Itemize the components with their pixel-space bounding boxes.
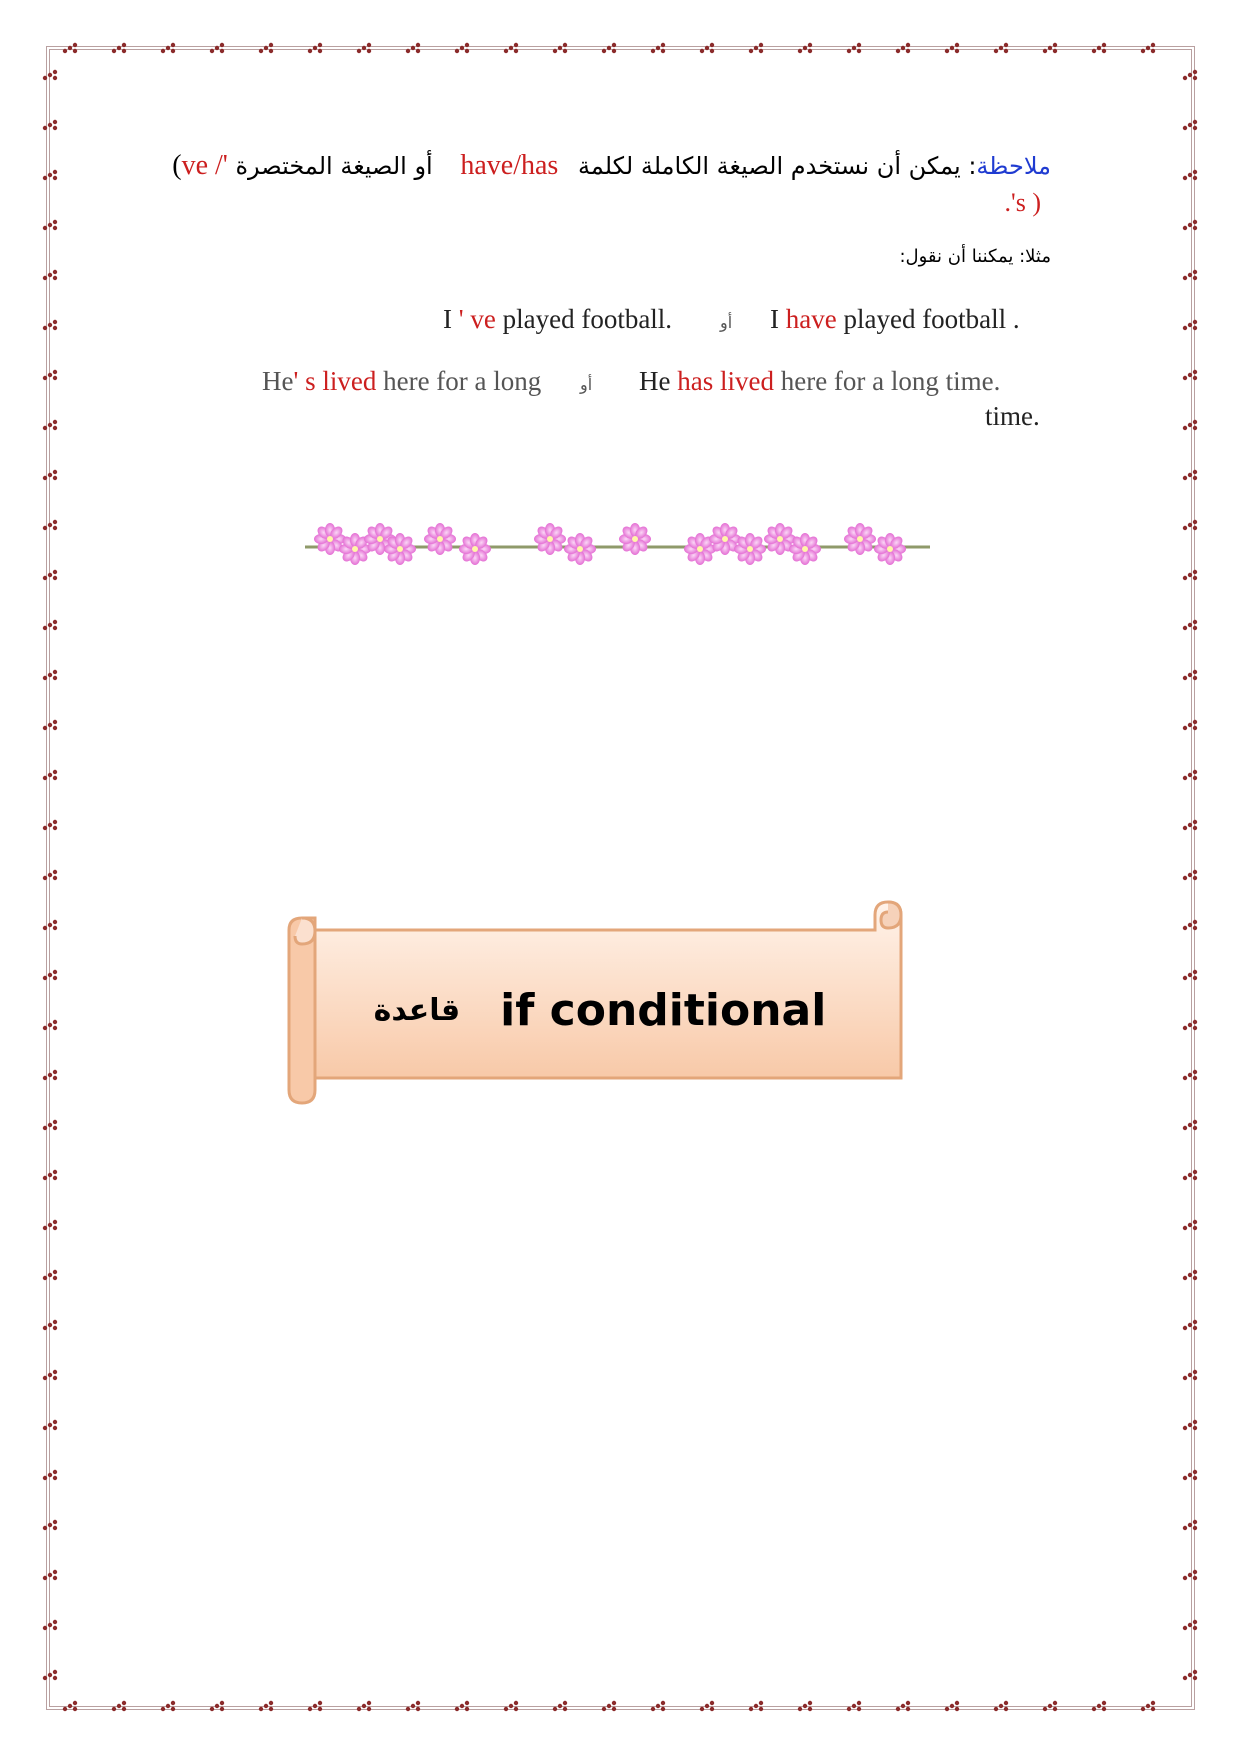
- banner-title: [320, 975, 880, 1045]
- example-2-or: أو: [580, 375, 593, 394]
- example-2-full-verb: has lived: [677, 366, 774, 396]
- example-2-full: He has lived here for a long time.: [639, 366, 1001, 396]
- note-close: (: [172, 150, 182, 181]
- example-1-full: I have played football .: [770, 304, 1020, 334]
- example-1-short-verb: ' ve: [458, 304, 496, 334]
- note-text: : يمكن أن نستخدم الصيغة الكاملة لكلمة: [577, 152, 977, 180]
- example-1-full-verb: have: [785, 304, 837, 334]
- note-line-2-text: .'s ): [1004, 188, 1041, 217]
- banner-title-ar: قاعدة: [373, 992, 461, 1028]
- flower-divider-icon: [300, 515, 950, 575]
- example-2-short: He' s lived here for a long: [262, 366, 542, 396]
- example-1-or: أو: [720, 313, 733, 332]
- example-2-short-verb: ' s lived: [293, 366, 377, 396]
- banner-title-en: if conditional: [500, 984, 827, 1036]
- page-border: [46, 46, 1195, 1710]
- example-1-short: I ' ve played football.: [443, 304, 673, 334]
- note-word: have/has: [460, 150, 559, 181]
- example-2-wrap: time.: [985, 401, 1040, 431]
- note-abbr: ve /': [181, 150, 228, 181]
- note-label: ملاحظة: [976, 152, 1051, 180]
- note-line-2: [1005, 188, 1041, 218]
- note-text-2: أو الصيغة المختصرة: [235, 152, 433, 180]
- example-intro: مثلا: يمكننا أن نقول:: [899, 246, 1051, 267]
- note-line-1: [172, 150, 1051, 182]
